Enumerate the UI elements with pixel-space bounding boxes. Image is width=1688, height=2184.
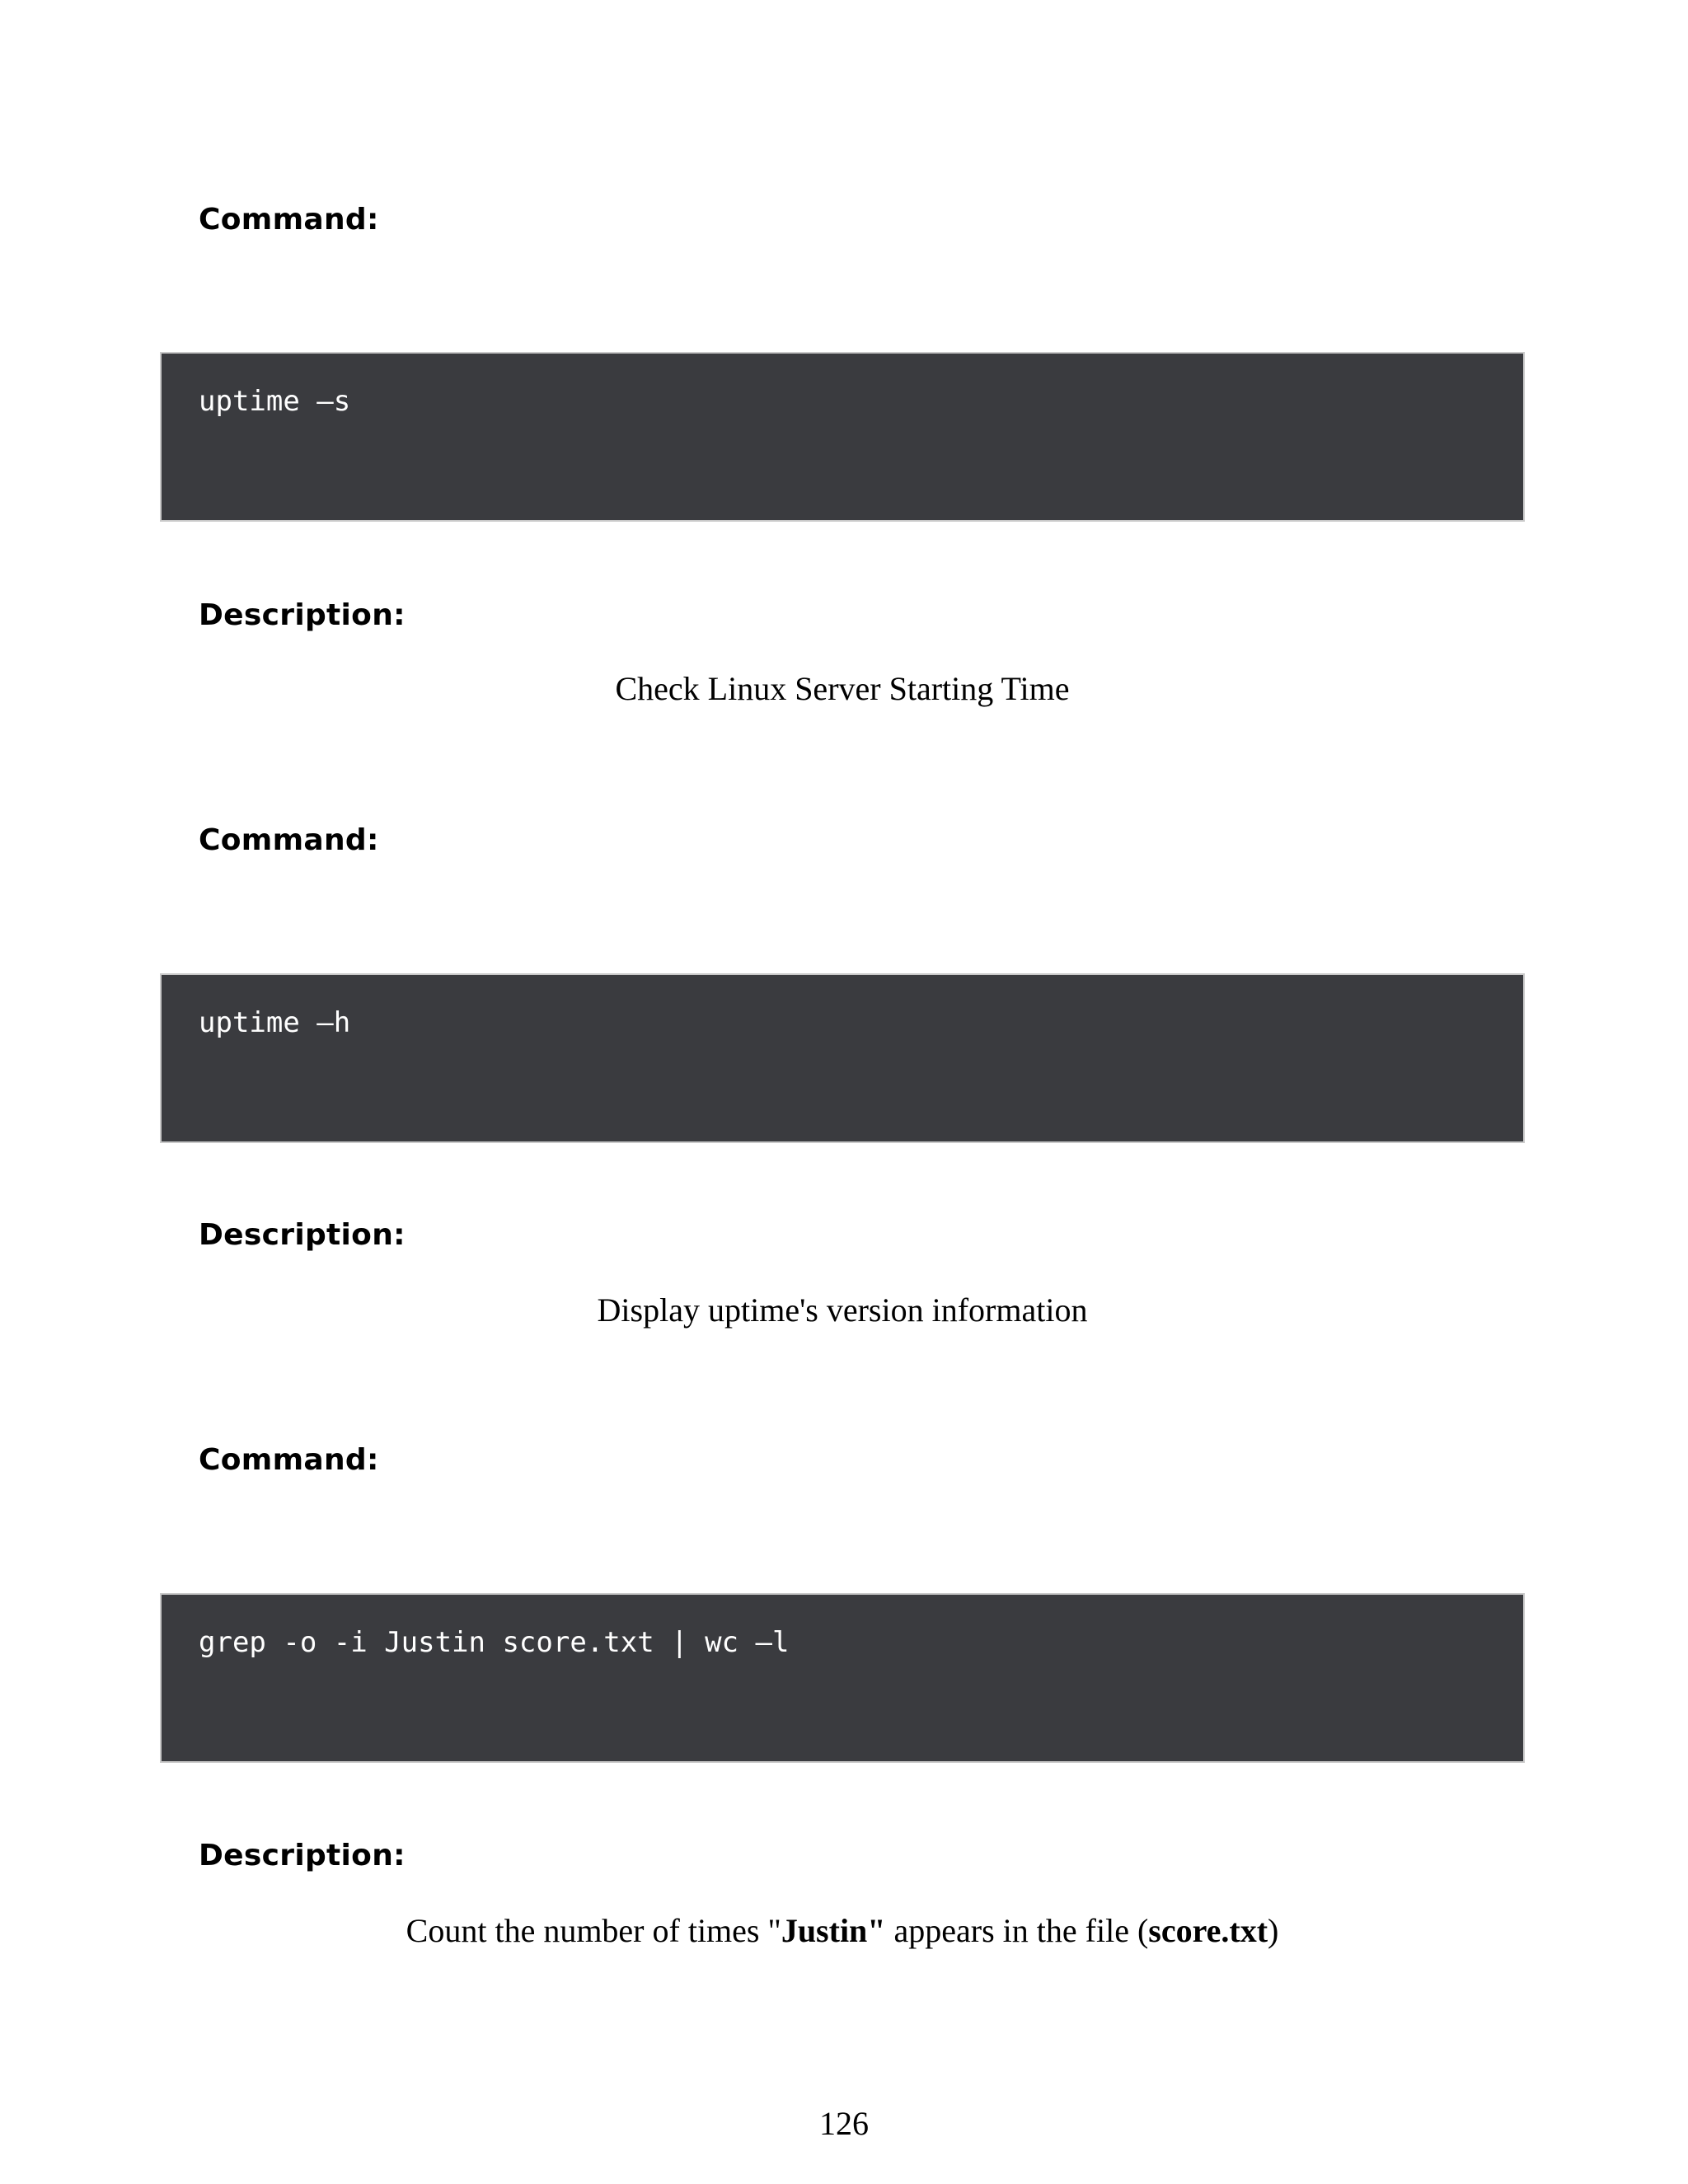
highlighted-name: Justin" — [781, 1912, 886, 1949]
code-block — [160, 1593, 1525, 1763]
description-text-middle: appears in the file ( — [885, 1912, 1149, 1949]
command-label: Command: — [199, 203, 379, 237]
description-text: Check Linux Server Starting Time — [615, 670, 1070, 707]
description-text — [160, 1910, 1525, 1952]
command-text: uptime –s — [199, 385, 351, 418]
command-label: Command: — [199, 1443, 379, 1477]
highlighted-filename: score.txt — [1148, 1912, 1268, 1949]
command-text: grep -o -i Justin score.txt | wc –l — [199, 1626, 790, 1659]
description-label: Description: — [199, 1839, 406, 1872]
description-label: Description: — [199, 1218, 406, 1252]
description-text-start: Count the number of times " — [406, 1912, 781, 1949]
page-number: 126 — [819, 2105, 869, 2142]
code-block — [160, 352, 1525, 522]
description-text: Display uptime's version information — [597, 1291, 1088, 1329]
command-label: Command: — [199, 823, 379, 857]
description-text-end: ) — [1268, 1912, 1279, 1949]
code-block — [160, 973, 1525, 1143]
command-text: uptime –h — [199, 1006, 351, 1039]
description-label: Description: — [199, 598, 406, 632]
